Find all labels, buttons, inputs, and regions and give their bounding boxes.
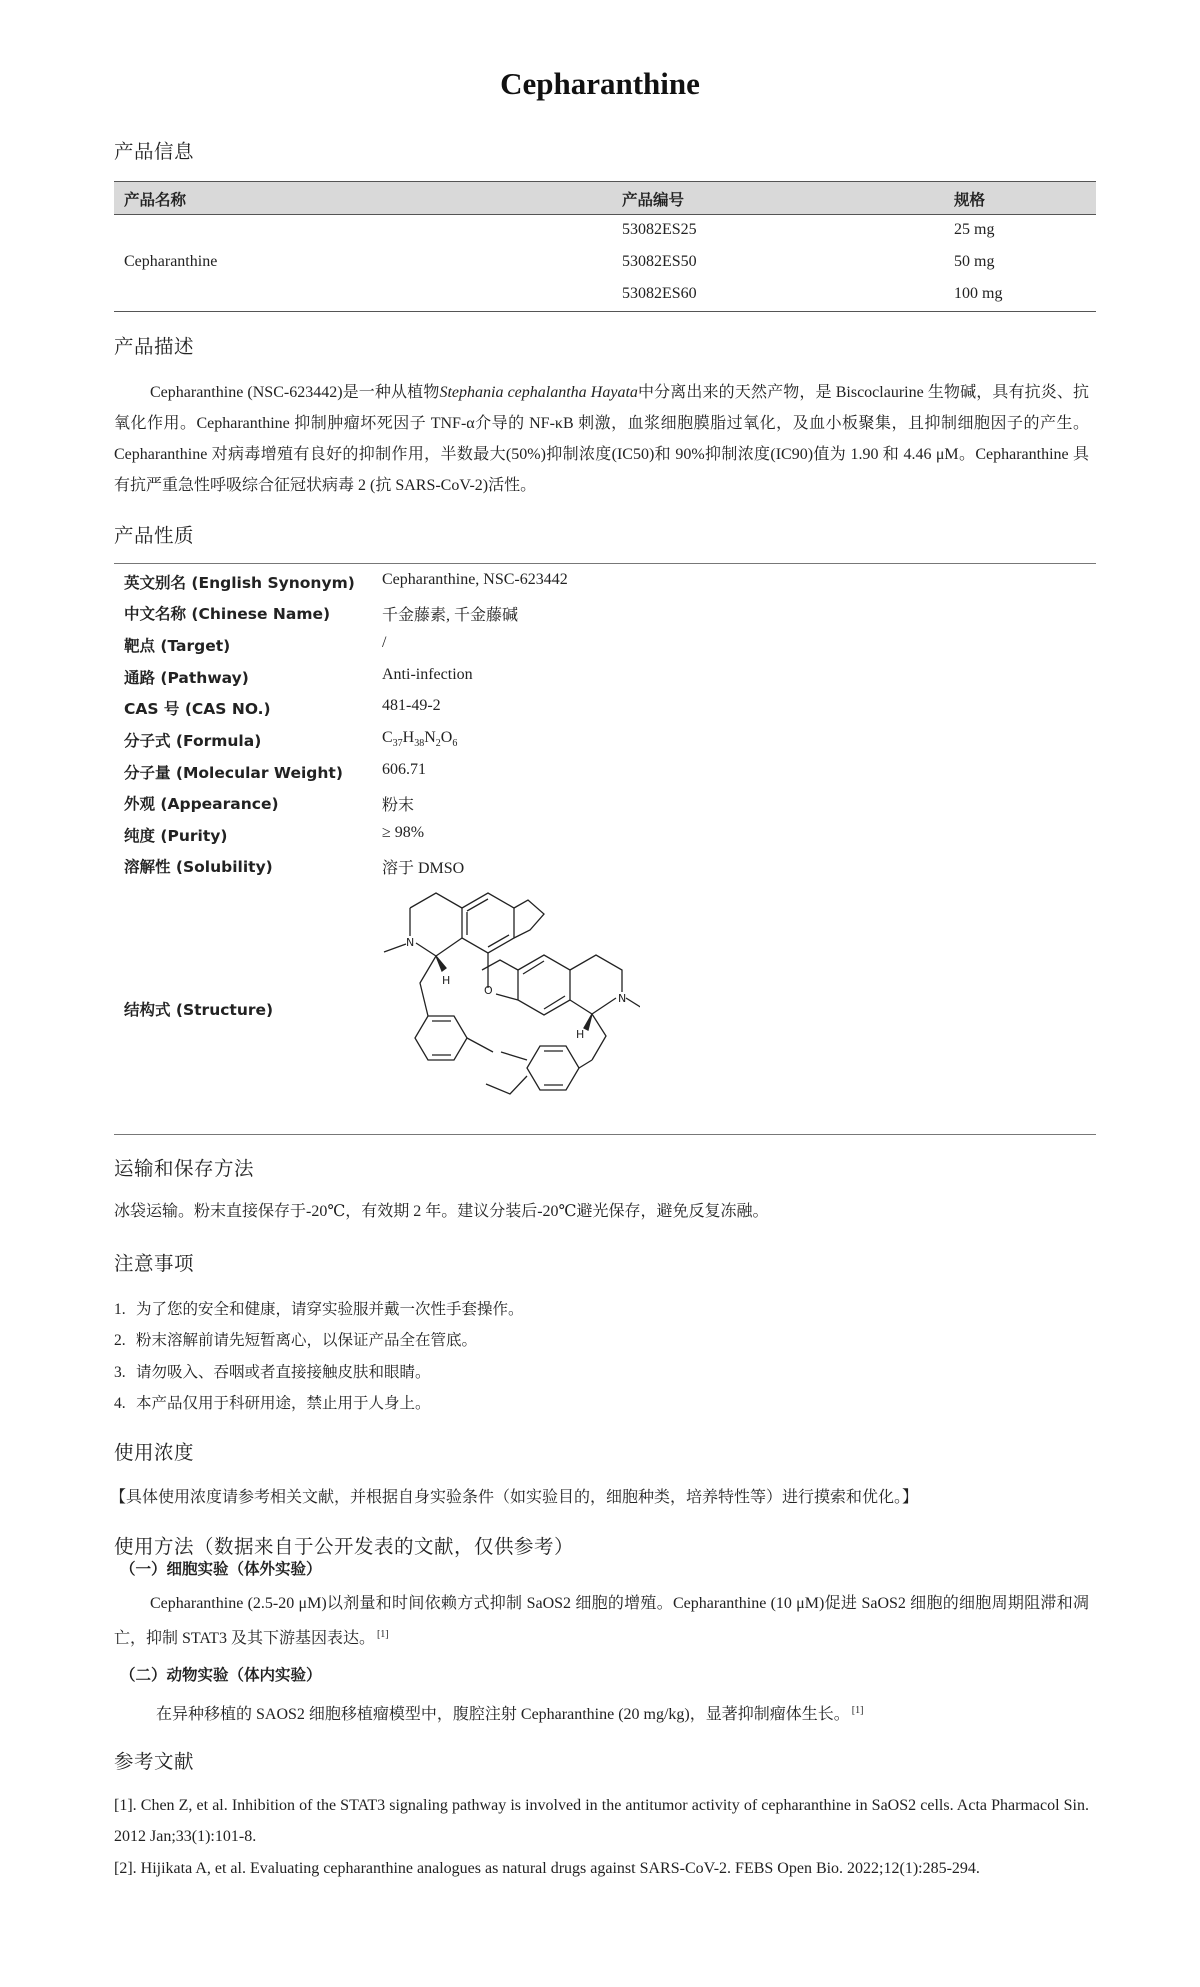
note-item (114, 1297, 524, 1319)
note-number: 2. (114, 1332, 126, 1349)
section-heading-usage: 使用方法（数据来自于公开发表的文献，仅供参考） (114, 1535, 575, 1558)
note-number: 4. (114, 1395, 126, 1412)
description-species: Stephania cephalantha Hayata (439, 384, 638, 401)
property-label: 结构式 (Structure) (124, 1001, 274, 1019)
property-value: 千金藤素, 千金藤碱 (382, 607, 519, 624)
formula-element: H (402, 729, 415, 746)
property-label: 分子式 (Formula) (124, 732, 262, 750)
property-label: 溶解性 (Solubility) (124, 858, 273, 876)
cell-experiment-heading: （一）细胞实验（体外实验） (120, 1560, 322, 1578)
product-size-cell: 50 mg (954, 253, 995, 270)
nitrogen-label: N (618, 992, 627, 1005)
product-size-cell: 100 mg (954, 285, 1003, 302)
property-value: ≥ 98% (382, 824, 425, 841)
formula-count: 6 (452, 738, 458, 750)
product-code-cell: 53082ES60 (622, 285, 697, 302)
section-heading-storage: 运输和保存方法 (114, 1157, 255, 1180)
note-item (114, 1360, 431, 1382)
note-number: 1. (114, 1301, 126, 1318)
property-value: 溶于 DMSO (382, 860, 465, 877)
note-text: 请勿吸入、吞咽或者直接接触皮肤和眼睛。 (136, 1363, 431, 1381)
section-heading-notes: 注意事项 (114, 1252, 195, 1275)
product-name-cell: Cepharanthine (124, 253, 218, 270)
header-product-code: 产品编号 (622, 191, 685, 209)
property-value: 481-49-2 (382, 697, 441, 714)
property-label: 通路 (Pathway) (124, 669, 249, 687)
nitrogen-label: N (406, 936, 415, 949)
properties-bottom-rule (114, 1134, 1096, 1135)
header-product-name: 产品名称 (124, 191, 187, 209)
hydrogen-label: H (576, 1028, 585, 1041)
concentration-text: 【具体使用浓度请参考相关文献，并根据自身实验条件（如实验目的，细胞种类，培养特性等）进行摸索和优化。】 (110, 1489, 919, 1506)
section-heading-properties: 产品性质 (114, 524, 195, 547)
property-value: 606.71 (382, 761, 426, 778)
reference-item: [1]. Chen Z, et al. Inhibition of the STAT3 signaling pathway is involved in the antitumor activity of cepharanthine in SaOS2 cells. Acta Pharmacol Sin. 2012 Jan;33(1):101-8. (114, 1797, 1089, 1845)
description-paragraph (114, 377, 1089, 501)
property-value: / (382, 634, 387, 651)
description-text-a: Cepharanthine (NSC-623442)是一种从植物 (150, 384, 440, 401)
section-heading-concentration: 使用浓度 (114, 1441, 195, 1464)
product-size-cell: 25 mg (954, 221, 995, 238)
property-label: CAS 号 (CAS NO.) (124, 700, 271, 718)
section-heading-product-info: 产品信息 (114, 140, 195, 163)
header-product-size: 规格 (954, 191, 986, 209)
reference-item: [2]. Hijikata A, et al. Evaluating cepharanthine analogues as natural drugs against SARS-CoV-2. FEBS Open Bio. 2022;12(1):285-294. (114, 1860, 980, 1877)
note-text: 本产品仅用于科研用途，禁止用于人身上。 (136, 1394, 431, 1412)
citation-marker: [1] (851, 1705, 864, 1716)
hydrogen-label: H (442, 974, 451, 987)
product-code-cell: 53082ES50 (622, 253, 697, 270)
cell-experiment-text (114, 1588, 1089, 1654)
section-heading-references: 参考文献 (114, 1750, 195, 1773)
cell-experiment-body: Cepharanthine (2.5-20 μM)以剂量和时间依赖方式抑制 SaOS2 细胞的增殖。Cepharanthine (10 μM)促进 SaOS2 细胞的细胞周期阻滞和凋亡，抑制 STAT3 及其下游基因表达。 (114, 1595, 1089, 1647)
formula-element: C (382, 729, 393, 746)
formula-count: 37 (392, 738, 403, 750)
product-code-cell: 53082ES25 (622, 221, 697, 238)
note-item (114, 1328, 477, 1350)
formula-element: O (440, 729, 453, 746)
animal-experiment-text (156, 1695, 1096, 1730)
property-label: 纯度 (Purity) (124, 827, 228, 845)
property-value: Anti-infection (382, 666, 473, 683)
property-value: 粉末 (382, 797, 415, 814)
description-text-b: 中分离出来的天然产物，是 Biscoclaurine 生物碱，具有抗炎、抗氧化作用。Cepharanthine 抑制肿瘤坏死因子 TNF-α介导的 NF-κB 刺激，血浆细胞膜脂过氧化，及血小板聚集，且抑制细胞因子的产生。Cepharanthine 对病毒增殖有良好的抑制作用，半数最大(50%)抑制浓度(IC50)和 90%抑制浓度(IC90)值为 1.90 和 4.46 μM。Cepharanthine 具有抗严重急性呼吸综合征冠状病毒 2 (抗 SARS-CoV-2)活性。 (114, 384, 1089, 494)
product-table-bottom-rule (114, 311, 1096, 312)
citation-marker: [1] (376, 1629, 389, 1640)
animal-experiment-heading: （二）动物实验（体内实验） (120, 1666, 322, 1684)
structure-drawing (370, 888, 640, 1128)
storage-text: 冰袋运输。粉末直接保存于-20℃，有效期 2 年。建议分装后-20℃避光保存，避免反复冻融。 (114, 1203, 769, 1220)
properties-top-rule (114, 563, 1096, 564)
property-label: 靶点 (Target) (124, 637, 231, 655)
formula-element: N (424, 729, 436, 746)
formula-count: 38 (414, 738, 425, 750)
note-item (114, 1391, 431, 1413)
note-text: 粉末溶解前请先短暂离心，以保证产品全在管底。 (136, 1331, 478, 1349)
formula-count: 2 (435, 738, 441, 750)
property-label: 中文名称 (Chinese Name) (124, 605, 331, 623)
oxygen-label: O (484, 984, 493, 997)
section-heading-description: 产品描述 (114, 335, 195, 358)
note-number: 3. (114, 1364, 126, 1381)
product-table-header (114, 181, 1096, 215)
note-text: 为了您的安全和健康，请穿实验服并戴一次性手套操作。 (136, 1300, 524, 1318)
property-value: Cepharanthine, NSC-623442 (382, 571, 568, 588)
formula-value (382, 729, 457, 749)
property-label: 外观 (Appearance) (124, 795, 279, 813)
property-label: 分子量 (Molecular Weight) (124, 764, 343, 782)
page-title: Cepharanthine (500, 66, 700, 101)
animal-experiment-body: 在异种移植的 SAOS2 细胞移植瘤模型中，腹腔注射 Cepharanthine (20 mg/kg)，显著抑制瘤体生长。 (156, 1706, 850, 1723)
property-label: 英文别名 (English Synonym) (124, 574, 355, 592)
